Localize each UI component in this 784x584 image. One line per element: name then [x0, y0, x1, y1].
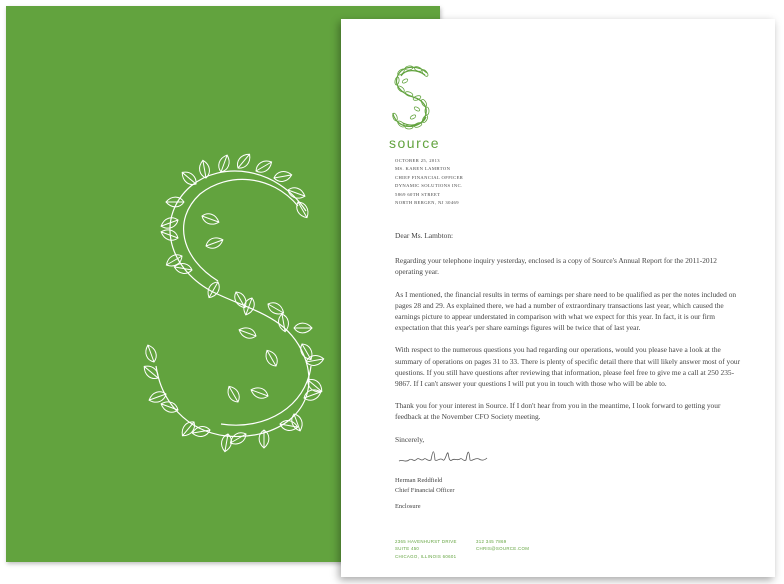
recipient-line: DYNAMIC SOLUTIONS INC.	[395, 183, 463, 189]
handwritten-signature	[397, 447, 741, 472]
recipient-line: CHIEF FINANCIAL OFFICER	[395, 174, 464, 180]
body-paragraph: Regarding your telephone inquiry yesterday, enclosed is a copy of Source's Annual Report for the 2011-2012 operating year.	[395, 256, 717, 277]
footer-phone: 312 345 7869	[476, 539, 507, 544]
footer-line: 2365 HAVENHURST DRIVE	[395, 539, 457, 544]
footer-address	[395, 538, 457, 560]
body-paragraph: Thank you for your interest in Source. If I don't hear from you in the meantime, I look forward to getting your feedback at the November CFO Society meeting.	[395, 401, 721, 422]
enclosure-note: Enclosure	[395, 503, 421, 511]
signer-name: Herman Reddfield	[395, 477, 443, 485]
letter-header-address	[395, 157, 463, 207]
signer-title: Chief Financial Officer	[395, 487, 455, 495]
recipient-line: 5869 60TH STREET	[395, 191, 441, 197]
footer-email: CHRIS@SOURCE.COM	[476, 546, 530, 552]
body-paragraph: With respect to the numerous questions you had regarding our operations, would you please have a look at the summary of operations on pages 31 to 33. There is plenty of specific detail there that will likely answer most of your questions. If you still have questions after reviewing that information, please feel free to give me a call at 250 235-9867. If I can't answer your questions I will put you in touch with those who will be able to.	[395, 345, 741, 389]
body-paragraph: As I mentioned, the financial results in terms of earnings per share need to be qualified as per the notes included on pages 28 and 29. As explained there, we had a number of extraordinary transactions last year, which caused the earnings picture to appear understated in comparison with what we expect for this year. In fact, it is our firm expectation that this year's per share earnings figures will be twice that of last year.	[395, 289, 737, 333]
footer-line: CHICAGO, ILLINOIS 60601	[395, 553, 457, 559]
salutation: Dear Ms. Lambton:	[395, 231, 454, 240]
closing: Sincerely,	[395, 434, 425, 444]
signature-block	[395, 476, 741, 512]
leaf-s-monogram-icon	[389, 63, 435, 133]
brand-logo	[389, 63, 459, 151]
recipient-line: NORTH BERGEN, NJ 30469	[395, 200, 459, 206]
footer-line: SUITE 450	[395, 546, 420, 552]
recipient-line: MS. KAREN LAMBTON	[395, 166, 451, 172]
letter-sheet	[341, 19, 775, 577]
letter-date: OCTOBER 25, 2013	[395, 158, 440, 163]
footer-contact	[476, 538, 529, 553]
brand-wordmark: source	[389, 135, 441, 151]
letter-body	[395, 230, 741, 512]
